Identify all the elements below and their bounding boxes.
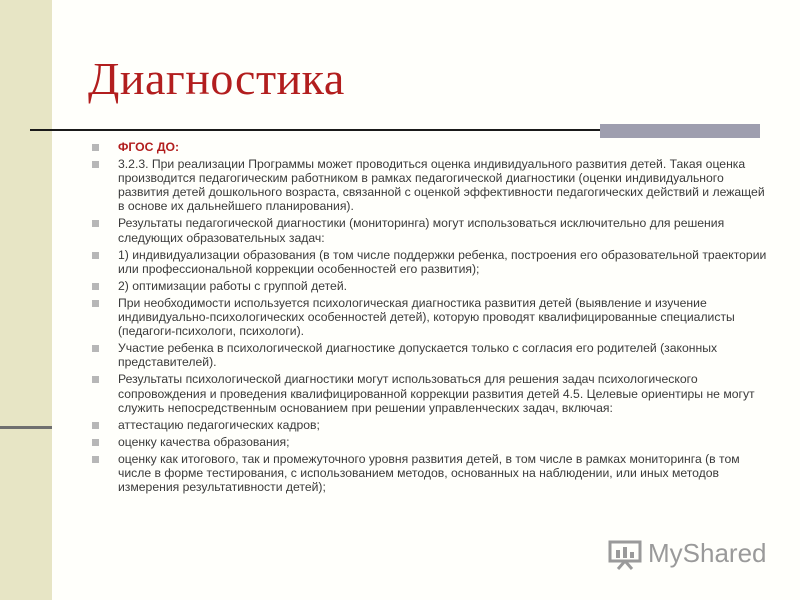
slide-title: Диагностика (88, 53, 345, 104)
title-underline (30, 129, 600, 131)
square-bullet-icon (92, 345, 99, 352)
list-item-text: ФГОС ДО: (118, 140, 180, 154)
square-bullet-icon (92, 456, 99, 463)
list-item (92, 341, 772, 369)
list-item-text: 1) индивидуализации образования (в том числе поддержки ребенка, построения его образовательной траектории или профессиональной коррекции особенностей его развития); (118, 247, 767, 276)
left-decorative-band (0, 0, 52, 600)
list-item (92, 435, 772, 449)
square-bullet-icon (92, 422, 99, 429)
square-bullet-icon (92, 376, 99, 383)
title-accent-bar (600, 124, 760, 138)
left-band-divider (0, 426, 52, 429)
square-bullet-icon (92, 283, 99, 290)
list-item (92, 140, 772, 154)
list-item-text: 3.2.3. При реализации Программы может проводиться оценка индивидуального развития детей. Такая оценка производится педагогическим работником в рамках педагогической диагностики (оценки индивидуального развития детей дошкольного возраста, связанной с оценкой эффективности педагогических действий и лежащей в основе их дальнейшего планирования). (118, 157, 765, 214)
square-bullet-icon (92, 439, 99, 446)
square-bullet-icon (92, 252, 99, 259)
list-item-text: Участие ребенка в психологической диагностике допускается только с согласия его родителей (законных представителей). (118, 341, 718, 370)
list-item (92, 296, 772, 338)
list-item-text: Результаты психологической диагностики могут использоваться для решения задач психологического сопровождения и проведения квалифицированной коррекции развития детей 4.5. Целевые ориентиры не могут служить непосредственным основанием при решении управленческих задач, включая: (118, 372, 755, 415)
list-item-text: При необходимости используется психологическая диагностика развития детей (выявление и изучение индивидуально-психологических особенностей детей), которую проводят квалифицированные специалисты (педагоги-психологи, психологи). (118, 295, 735, 339)
square-bullet-icon (92, 300, 99, 307)
list-item (92, 248, 772, 276)
list-item (92, 452, 772, 494)
list-item (92, 418, 772, 432)
list-item (92, 157, 772, 213)
list-item (92, 372, 772, 414)
presentation-board-icon (608, 540, 642, 570)
list-item-text: 2) оптимизации работы с группой детей. (118, 278, 348, 293)
list-item (92, 279, 772, 293)
list-item-text: оценку как итогового, так и промежуточного уровня развития детей, в том числе в рамках мониторинга (в том числе в форме тестирования, с использованием методов, основанных на наблюдении, или иных методов измерения результативности детей); (118, 451, 740, 495)
square-bullet-icon (92, 220, 99, 227)
watermark-text: MyShared (648, 538, 767, 568)
list-item (92, 216, 772, 244)
list-item-text: оценку качества образования; (118, 434, 290, 449)
list-item-text: Результаты педагогической диагностики (мониторинга) могут использоваться исключительно для решения следующих образовательных задач: (118, 216, 725, 245)
square-bullet-icon (92, 161, 99, 168)
square-bullet-icon (92, 144, 99, 151)
bullet-list (92, 140, 772, 497)
list-item-text: аттестацию педагогических кадров; (118, 417, 320, 432)
